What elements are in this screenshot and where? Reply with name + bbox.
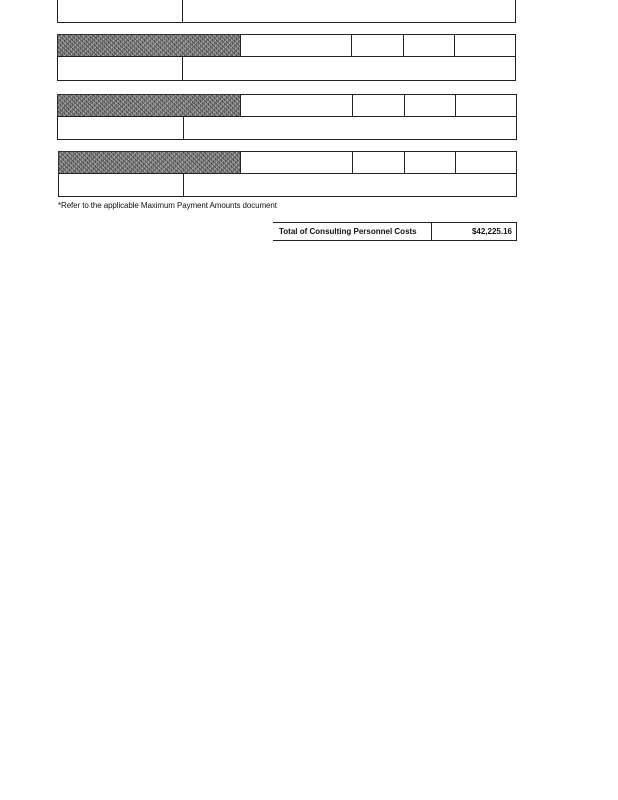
footnote: *Refer to the applicable Maximum Payment Amounts document (58, 201, 277, 210)
table-cell (182, 56, 516, 81)
table-cell (183, 116, 517, 140)
table-cell (403, 34, 455, 57)
table-cell (182, 0, 516, 23)
table-cell (352, 94, 405, 117)
table-cell (240, 151, 353, 174)
total-label: Total of Consulting Personnel Costs (273, 222, 432, 241)
table-cell (183, 173, 517, 197)
table-cell (57, 116, 184, 140)
table-cell (352, 151, 405, 174)
table-cell (351, 34, 404, 57)
redacted-name (58, 151, 241, 174)
redacted-name (57, 34, 241, 57)
table-cell (404, 94, 456, 117)
redacted-name (57, 94, 241, 117)
table-cell (240, 34, 352, 57)
total-value: $42,225.16 (431, 222, 517, 241)
table-cell (58, 173, 184, 197)
table-cell (455, 151, 517, 174)
table-cell (57, 56, 183, 81)
table-cell (455, 94, 517, 117)
table-cell (57, 0, 183, 23)
table-cell (454, 34, 516, 57)
table-cell (240, 94, 353, 117)
table-cell (404, 151, 456, 174)
